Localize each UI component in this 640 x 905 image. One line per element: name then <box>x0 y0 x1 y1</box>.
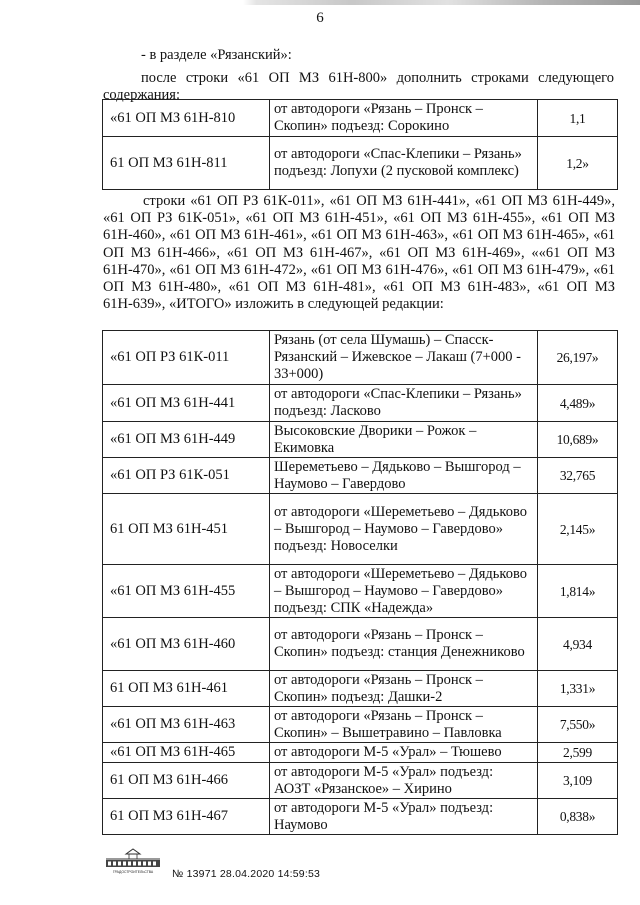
road-code: 61 ОП МЗ 61Н-461 <box>103 671 270 707</box>
ministry-logo-icon <box>102 846 164 876</box>
registration-stamp: № 13971 28.04.2020 14:59:53 <box>172 868 321 880</box>
table-row <box>103 331 618 385</box>
road-code: «61 ОП РЗ 61К-011 <box>103 331 270 385</box>
road-length: 4,934 <box>538 618 618 671</box>
road-description: Высоковские Дворики – Рожок – Екимовка <box>270 422 538 458</box>
road-description: от автодороги «Рязань – Пронск – Скопин» подъезд: станция Денежниково <box>270 618 538 671</box>
page-number: 6 <box>316 10 324 26</box>
road-length: 2,599 <box>538 743 618 763</box>
road-description: от автодороги М-5 «Урал» – Тюшево <box>270 743 538 763</box>
road-code: «61 ОП МЗ 61Н-449 <box>103 422 270 458</box>
table-row <box>103 385 618 422</box>
road-code: «61 ОП МЗ 61Н-455 <box>103 565 270 618</box>
road-description: от автодороги М-5 «Урал» подъезд: Наумово <box>270 799 538 835</box>
road-length: 2,145» <box>538 494 618 565</box>
road-code: «61 ОП МЗ 61Н-463 <box>103 707 270 743</box>
table-row <box>103 565 618 618</box>
road-description: от автодороги «Рязань – Пронск – Скопин» подъезд: Дашки-2 <box>270 671 538 707</box>
road-code: «61 ОП МЗ 61Н-460 <box>103 618 270 671</box>
table-row <box>103 422 618 458</box>
road-code: «61 ОП МЗ 61Н-810 <box>103 100 270 137</box>
road-description: от автодороги «Спас-Клепики – Рязань» подъезд: Ласково <box>270 385 538 422</box>
table-row <box>103 763 618 799</box>
table-row <box>103 137 618 190</box>
road-length: 1,2» <box>538 137 618 190</box>
road-length: 1,1 <box>538 100 618 137</box>
road-length: 10,689» <box>538 422 618 458</box>
road-description: от автодороги М-5 «Урал» подъезд: АОЗТ «Рязанское» – Хирино <box>270 763 538 799</box>
table-row <box>103 100 618 137</box>
road-description: Рязань (от села Шумашь) – Спасск-Рязанский – Ижевское – Лакаш (7+000 - 33+000) <box>270 331 538 385</box>
road-length: 7,550» <box>538 707 618 743</box>
replacement-table <box>102 330 618 835</box>
additions-table <box>102 99 618 190</box>
road-code: «61 ОП МЗ 61Н-441 <box>103 385 270 422</box>
section-line: - в разделе «Рязанский»: <box>141 47 292 63</box>
road-description: от автодороги «Шереметьево – Дядьково – Вышгород – Наумово – Гавердово» подъезд: СПК «Надежда» <box>270 565 538 618</box>
table-row <box>103 671 618 707</box>
table-row <box>103 618 618 671</box>
road-length: 4,489» <box>538 385 618 422</box>
road-description: от автодороги «Рязань – Пронск – Скопин» – Вышетравино – Павловка <box>270 707 538 743</box>
road-description: от автодороги «Спас-Клепики – Рязань» подъезд: Лопухи (2 пусковой комплекс) <box>270 137 538 190</box>
road-description: от автодороги «Рязань – Пронск – Скопин» подъезд: Сорокино <box>270 100 538 137</box>
document-footer <box>102 846 402 886</box>
table-row <box>103 494 618 565</box>
logo-text: ГРАДОСТРОИТЕЛЬСТВА <box>112 870 154 874</box>
scan-artifact <box>0 0 640 5</box>
road-length: 26,197» <box>538 331 618 385</box>
road-code: 61 ОП МЗ 61Н-451 <box>103 494 270 565</box>
instruction-line: после строки «61 ОП МЗ 61Н-800» дополнить строками следующего <box>141 70 614 86</box>
table-row <box>103 743 618 763</box>
road-length: 0,838» <box>538 799 618 835</box>
road-code: «61 ОП МЗ 61Н-465 <box>103 743 270 763</box>
road-length: 1,814» <box>538 565 618 618</box>
replacement-paragraph: строки «61 ОП РЗ 61К-011», «61 ОП МЗ 61Н-441», «61 ОП МЗ 61Н-449», «61 ОП РЗ 61К-051», «61 ОП МЗ 61Н-451», «61 ОП МЗ 61Н-455», «61 ОП МЗ 61Н-460», «61 ОП МЗ 61Н-461», «61 ОП МЗ 61Н-463», «61 ОП МЗ 61Н-465», «61 ОП МЗ 61Н-466», «61 ОП МЗ 61Н-467», «61 ОП МЗ 61Н-469», ««61 ОП МЗ 61Н-470», «61 ОП МЗ 61Н-472», «61 ОП МЗ 61Н-476», «61 ОП МЗ 61Н-479», «61 ОП МЗ 61Н-480», «61 ОП МЗ 61Н-481», «61 ОП МЗ 61Н-483», «61 ОП МЗ 61Н-639», «ИТОГО» изложить в следующей редакции: <box>103 193 615 313</box>
road-code: 61 ОП МЗ 61Н-811 <box>103 137 270 190</box>
table-row <box>103 458 618 494</box>
road-code: «61 ОП РЗ 61К-051 <box>103 458 270 494</box>
road-length: 32,765 <box>538 458 618 494</box>
road-length: 3,109 <box>538 763 618 799</box>
table-row <box>103 707 618 743</box>
road-description: Шереметьево – Дядьково – Вышгород – Наумово – Гавердово <box>270 458 538 494</box>
instruction-line-continued: содержания: <box>103 87 181 103</box>
road-code: 61 ОП МЗ 61Н-466 <box>103 763 270 799</box>
table-row <box>103 799 618 835</box>
road-code: 61 ОП МЗ 61Н-467 <box>103 799 270 835</box>
road-description: от автодороги «Шереметьево – Дядьково – Вышгород – Наумово – Гавердово» подъезд: Новоселки <box>270 494 538 565</box>
road-length: 1,331» <box>538 671 618 707</box>
